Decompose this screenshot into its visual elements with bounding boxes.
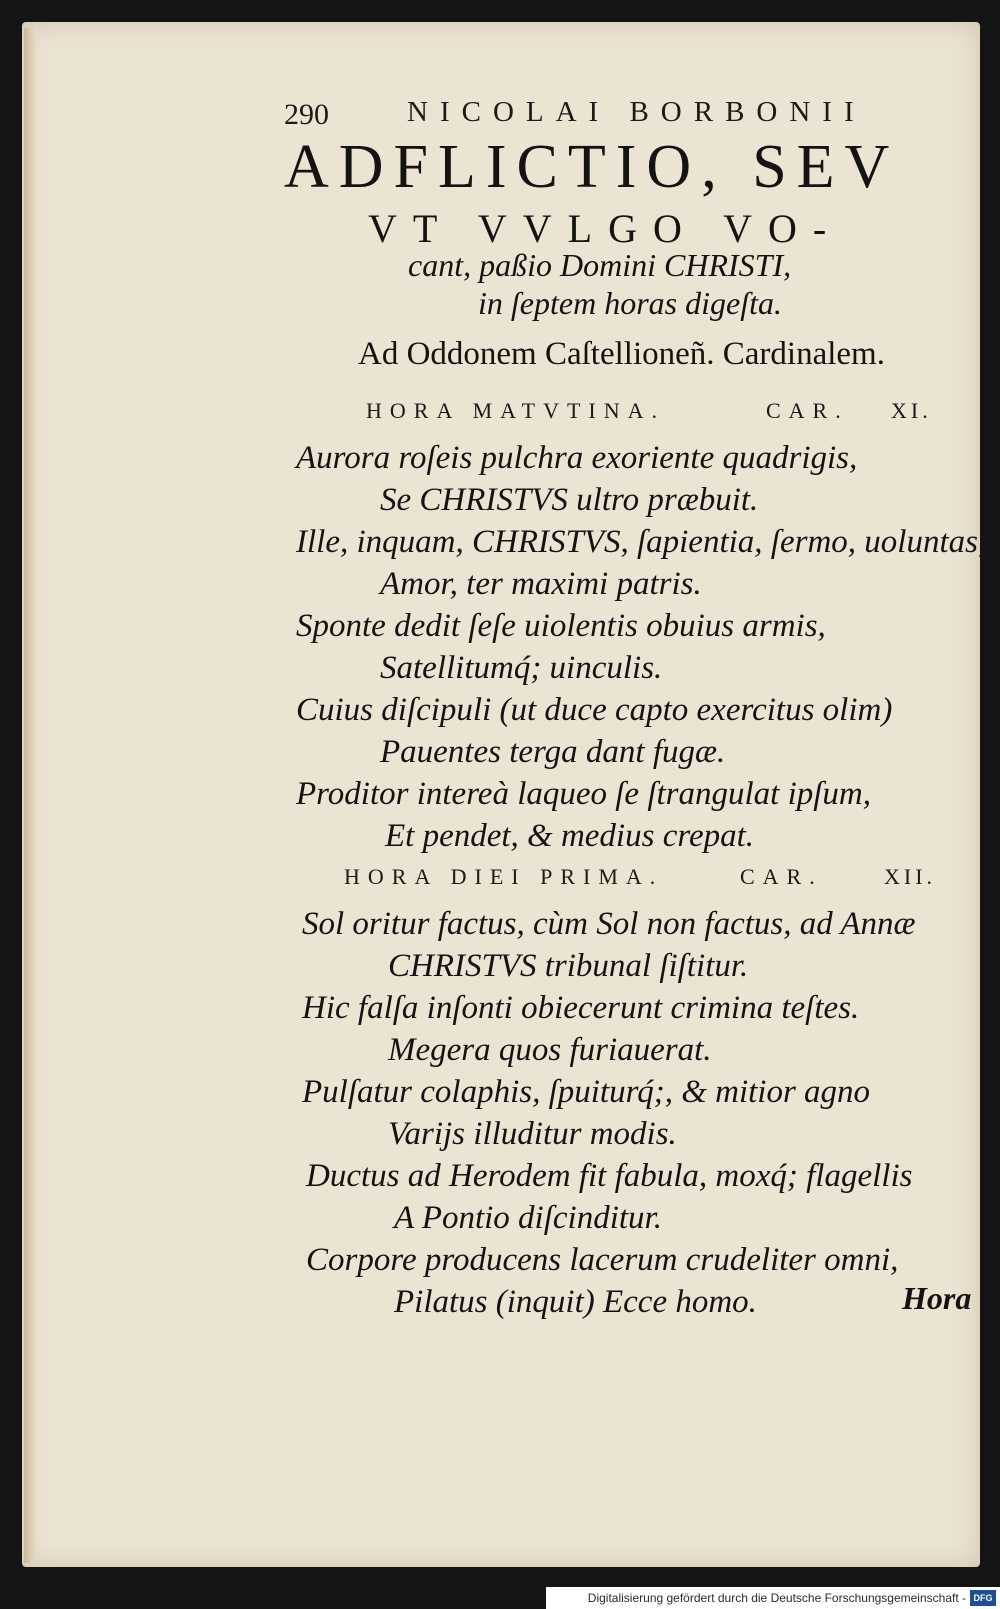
dedication: Ad Oddonem Caſtellioneñ. Cardinalem. xyxy=(358,336,885,372)
verse-line: Hic falſa inſonti obiecerunt crimina teſtes. xyxy=(302,990,860,1026)
carmen-label: CAR. xyxy=(740,864,823,889)
verse-line: Pauentes terga dant fugæ. xyxy=(380,734,726,770)
verse-line: Cuius diſcipuli (ut duce capto exercitus olim) xyxy=(296,692,893,728)
hour-heading: HORA DIEI PRIMA. xyxy=(344,864,664,889)
carmen-number: XI. xyxy=(891,398,932,423)
verse-line: Ductus ad Herodem fit fabula, moxq́; flagellis xyxy=(306,1158,913,1194)
catchword: Hora xyxy=(902,1280,972,1316)
dfg-logo: DFG xyxy=(970,1590,996,1606)
section-heading xyxy=(344,864,944,898)
hour-heading: HORA MATVTINA. xyxy=(366,398,665,423)
verse-line: Amor, ter maximi patris. xyxy=(380,566,702,602)
title-line-2: VT VVLGO VO- xyxy=(368,206,843,251)
page-number: 290 xyxy=(284,98,329,131)
running-head: NICOLAI BORBONII xyxy=(407,96,866,128)
verse-line: Sol oritur factus, cùm Sol non factus, ad Annæ xyxy=(302,906,916,942)
carmen-label: CAR. xyxy=(766,398,849,423)
verse-line: Aurora roſeis pulchra exoriente quadrigis, xyxy=(296,440,858,476)
verse-line: Satellitumq́; uinculis. xyxy=(380,650,663,686)
carmen-number: XII. xyxy=(884,864,937,889)
verse-line: Ille, inquam, CHRISTVS, ſapientia, ſermo, uoluntas, xyxy=(296,524,987,560)
verse-line: Et pendet, & medius crepat. xyxy=(385,818,755,854)
verse-line: Pulſatur colaphis, ſpuiturq́;, & mitior agno xyxy=(302,1074,871,1110)
digitization-credit: Digitalisierung gefördert durch die Deutsche Forschungsgemeinschaft - xyxy=(546,1587,1000,1609)
verse-line: Proditor intereà laqueo ſe ſtrangulat ipſum, xyxy=(296,776,872,812)
verse-line: CHRISTVS tribunal ſiſtitur. xyxy=(388,948,749,984)
verse-line: Corpore producens lacerum crudeliter omni, xyxy=(306,1242,899,1278)
verse-line: Sponte dedit ſeſe uiolentis obuius armis, xyxy=(296,608,826,644)
verse-line: Varijs illuditur modis. xyxy=(388,1116,677,1152)
page-header xyxy=(262,88,902,134)
verse-line: Se CHRISTVS ultro præbuit. xyxy=(380,482,759,518)
title-line-1: ADFLICTIO, SEV xyxy=(284,133,900,201)
title-line-4: in ſeptem horas digeſta. xyxy=(478,285,782,321)
title-line-3: cant, paßio Domini CHRISTI, xyxy=(408,247,792,283)
verse-line: Megera quos furiauerat. xyxy=(388,1032,712,1068)
verse-line: Pilatus (inquit) Ecce homo. xyxy=(394,1284,757,1320)
page-edge xyxy=(24,28,36,1563)
section-heading xyxy=(366,398,966,432)
verse-line: A Pontio diſcinditur. xyxy=(394,1200,662,1236)
